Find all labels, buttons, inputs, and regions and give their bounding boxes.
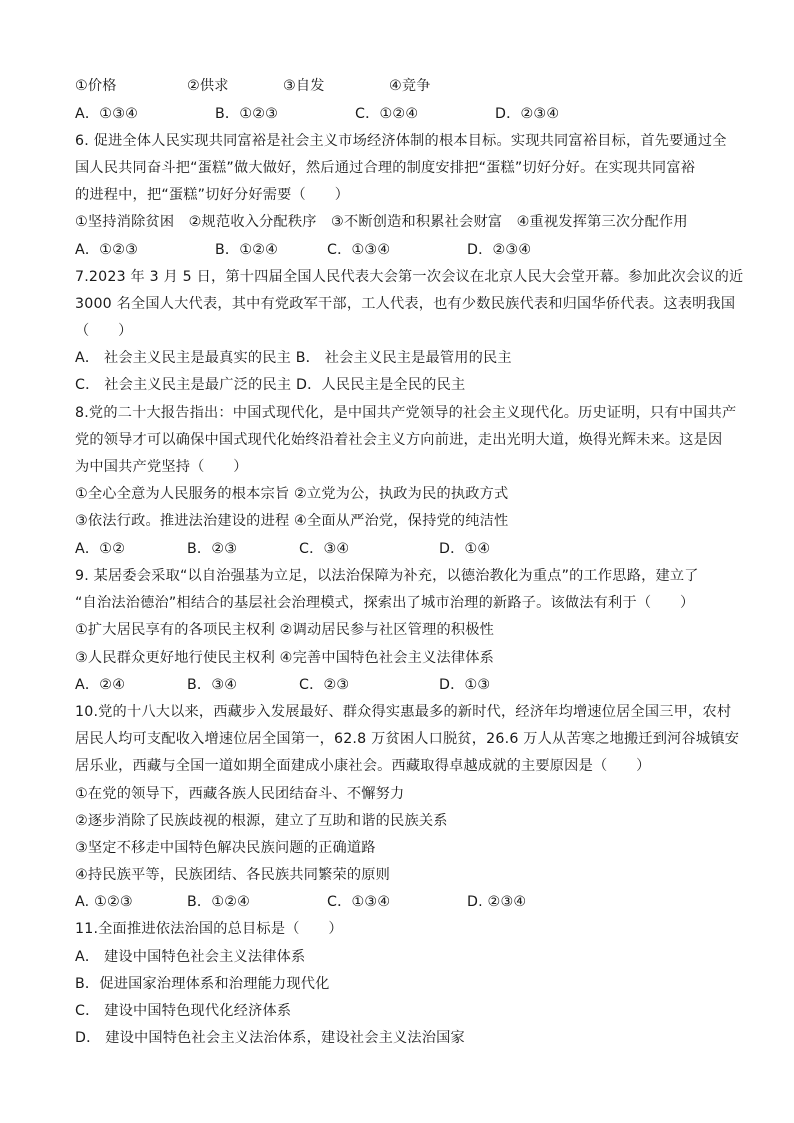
q5-item: ②供求 bbox=[187, 78, 229, 94]
q5-option-b[interactable]: B．①②③ bbox=[215, 106, 279, 122]
q9-option-a[interactable]: A．②④ bbox=[75, 677, 126, 693]
q5-option-a[interactable]: A．①③④ bbox=[75, 106, 139, 122]
q6-option-b[interactable]: B．①②④ bbox=[215, 242, 279, 258]
q5-option-d[interactable]: D．②③④ bbox=[495, 106, 560, 122]
q11-stem: 11.全面推进依法治国的总目标是（ ） bbox=[75, 921, 343, 937]
q6-items: ①坚持消除贫困 ②规范收入分配秩序 ③不断创造和积累社会财富 ④重视发挥第三次分配作用 bbox=[75, 214, 688, 230]
q10-item: ②逐步消除了民族歧视的根源，建立了互助和谐的民族关系 bbox=[75, 813, 448, 829]
q11-option-b[interactable]: B．促进国家治理体系和治理能力现代化 bbox=[75, 976, 330, 992]
q6-option-c[interactable]: C．①③④ bbox=[327, 242, 391, 258]
q6-option-a[interactable]: A．①②③ bbox=[75, 242, 139, 258]
q11-option-a[interactable]: A． 建设中国特色社会主义法律体系 bbox=[75, 949, 306, 965]
q5-option-c[interactable]: C．①②④ bbox=[355, 106, 419, 122]
q10-option-a[interactable]: A. ①②③ bbox=[75, 894, 133, 910]
q10-item: ①在党的领导下，西藏各族人民团结奋斗、不懈努力 bbox=[75, 786, 405, 802]
q8-stem-line: 8.党的二十大报告指出：中国式现代化，是中国共产党领导的社会主义现代化。历史证明，只有中国共产 bbox=[75, 405, 737, 421]
q9-items-line: ③人民群众更好地行使民主权利 ④完善中国特色社会主义法律体系 bbox=[75, 650, 495, 666]
q8-items-line: ①全心全意为人民服务的根本宗旨 ②立党为公，执政为民的执政方式 bbox=[75, 486, 509, 502]
q6-option-d[interactable]: D．②③④ bbox=[467, 242, 532, 258]
q11-option-c[interactable]: C． 建设中国特色现代化经济体系 bbox=[75, 1003, 292, 1019]
q5-items bbox=[75, 76, 431, 96]
q10-item: ④持民族平等，民族团结、各民族共同繁荣的原则 bbox=[75, 867, 391, 883]
q8-stem-line: 为中国共产党坚持（ ） bbox=[75, 459, 248, 475]
q7-options-cd[interactable]: C． 社会主义民主是最广泛的民主 D．人民民主是全民的民主 bbox=[75, 377, 466, 393]
q8-items-line: ③依法行政。推进法治建设的进程 ④全面从严治党，保持党的纯洁性 bbox=[75, 513, 509, 529]
q10-options bbox=[75, 892, 526, 912]
q8-stem-line: 党的领导才可以确保中国式现代化始终沿着社会主义方向前进，走出光明大道，焕得光辉未来。这是因 bbox=[75, 432, 723, 448]
q5-item: ①价格 bbox=[75, 78, 117, 94]
q6-stem-line: 的进程中，把“蛋糕”切好分好需要（ ） bbox=[75, 187, 350, 203]
q9-options bbox=[75, 675, 490, 695]
q10-option-d[interactable]: D. ②③④ bbox=[467, 894, 527, 910]
q8-option-c[interactable]: C．③④ bbox=[299, 541, 350, 557]
q7-stem-line: 3000 名全国人大代表，其中有党政军干部，工人代表，也有少数民族代表和归国华侨代表。这表明我国 bbox=[75, 296, 736, 312]
q10-stem-line: 居民人均可支配收入增速位居全国第一，62.8 万贫困人口脱贫，26.6 万人从苦寒之地搬迁到河谷城镇安 bbox=[75, 731, 740, 747]
q9-items-line: ①扩大居民享有的各项民主权利 ②调动居民参与社区管理的积极性 bbox=[75, 622, 495, 638]
q8-option-d[interactable]: D．①④ bbox=[439, 541, 491, 557]
q11-option-d[interactable]: D． 建设中国特色社会主义法治体系，建设社会主义法治国家 bbox=[75, 1030, 465, 1046]
q10-stem-line: 10.党的十八大以来，西藏步入发展最好、群众得实惠最多的新时代，经济年均增速位居全国三甲，农村 bbox=[75, 704, 732, 720]
q9-stem-line: “自治法治德治”相结合的基层社会治理模式，探索出了城市治理的新路子。该做法有利于（ ） bbox=[75, 595, 695, 611]
q8-option-a[interactable]: A．①② bbox=[75, 541, 126, 557]
q5-options bbox=[75, 104, 559, 124]
q10-item: ③坚定不移走中国特色解决民族问题的正确道路 bbox=[75, 840, 376, 856]
q6-options bbox=[75, 240, 531, 260]
q7-options-ab[interactable]: A． 社会主义民主是最真实的民主 B． 社会主义民主是最管用的民主 bbox=[75, 350, 512, 366]
q7-stem-line: 7.2023 年 3 月 5 日，第十四届全国人民代表大会第一次会议在北京人民大会堂开幕。参加此次会议的近 bbox=[75, 269, 744, 285]
q6-stem-line: 国人民共同奋斗把“蛋糕”做大做好，然后通过合理的制度安排把“蛋糕”切好分好。在实现共同富裕 bbox=[75, 160, 696, 176]
q6-stem-line: 6. 促进全体人民实现共同富裕是社会主义市场经济体制的根本目标。实现共同富裕目标，首先要通过全 bbox=[75, 133, 727, 149]
q8-option-b[interactable]: B．②③ bbox=[187, 541, 238, 557]
q9-option-c[interactable]: C．②③ bbox=[299, 677, 350, 693]
q9-option-b[interactable]: B．③④ bbox=[187, 677, 238, 693]
q10-stem-line: 居乐业，西藏与全国一道如期全面建成小康社会。西藏取得卓越成就的主要原因是（ ） bbox=[75, 758, 651, 774]
q5-item: ③自发 bbox=[283, 78, 325, 94]
q9-option-d[interactable]: D．①③ bbox=[439, 677, 491, 693]
q10-option-b[interactable]: B．①②④ bbox=[187, 894, 251, 910]
q9-stem-line: 9. 某居委会采取“以自治强基为立足，以法治保障为补充，以德治教化为重点”的工作思路，建立了 bbox=[75, 568, 699, 584]
q10-option-c[interactable]: C．①③④ bbox=[327, 894, 391, 910]
q5-item: ④竞争 bbox=[389, 78, 431, 94]
q7-stem-line: （ ） bbox=[75, 323, 133, 339]
q8-options bbox=[75, 539, 490, 559]
